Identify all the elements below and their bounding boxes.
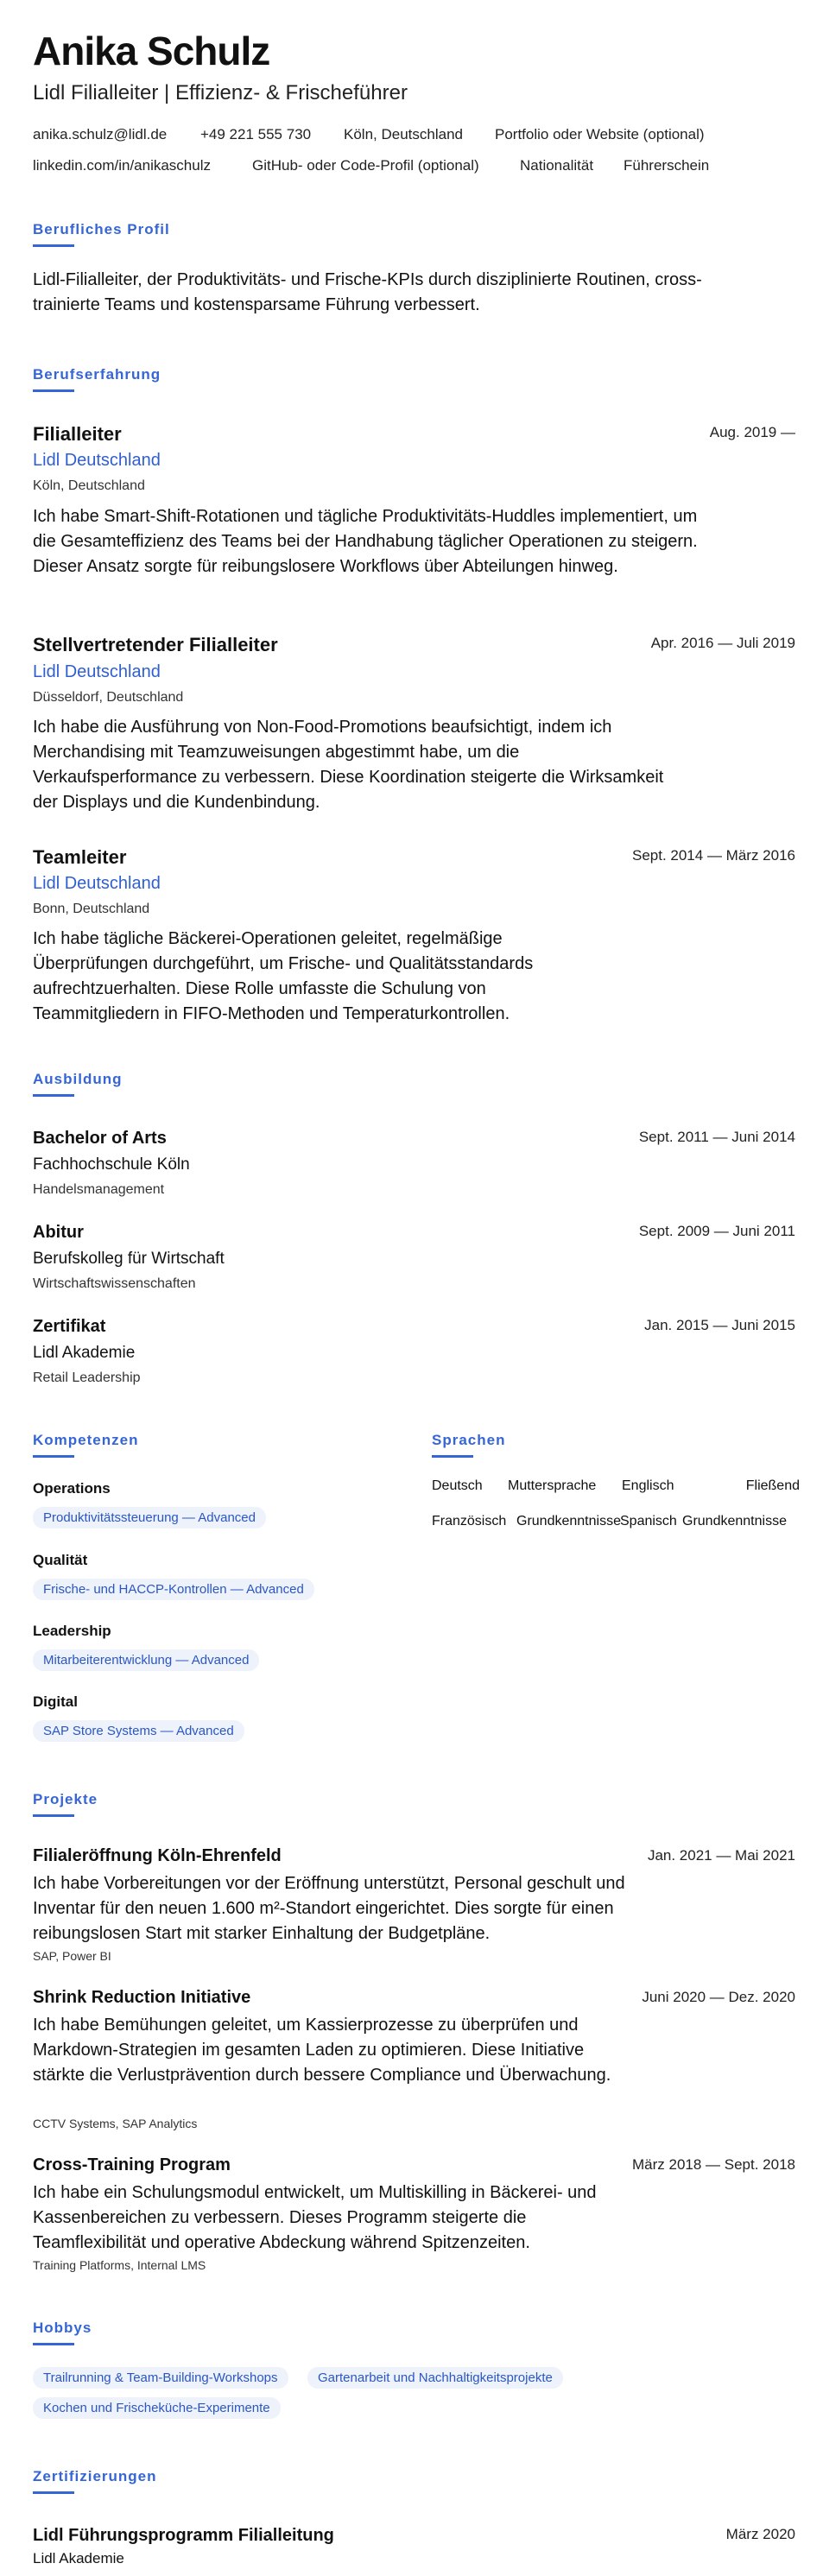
section-title-hobbies: Hobbys <box>33 2320 92 2336</box>
language-level: Muttersprache <box>508 1478 597 1493</box>
language-name: Deutsch <box>432 1478 483 1493</box>
skill-chip: Produktivitätssteuerung — Advanced <box>33 1507 266 1529</box>
job-dates: Apr. 2016 — Juli 2019 <box>650 635 795 651</box>
section-title-projects: Projekte <box>33 1791 98 1807</box>
section-divider <box>33 389 74 392</box>
project-dates: Jan. 2021 — Mai 2021 <box>647 1847 795 1864</box>
project-description: Ich habe Bemühungen geleitet, um Kassierprozesse zu überprüfen und Markdown-Strategien im gesamten Laden zu optimieren. Diese Initiative stärkte die Verlustprävention durch bessere Compliance und Überwachung. <box>33 2016 611 2085</box>
job-company: Lidl Deutschland <box>33 662 161 681</box>
contact-phone: +49 221 555 730 <box>200 126 312 142</box>
job-company: Lidl Deutschland <box>33 451 161 470</box>
skill-chip: Frische- und HACCP-Kontrollen — Advanced <box>33 1579 314 1600</box>
contact-nationality: Nationalität <box>520 157 594 174</box>
contact-linkedin[interactable]: linkedin.com/in/anikaschulz <box>33 157 211 174</box>
project-tools: Training Platforms, Internal LMS <box>33 2258 206 2272</box>
project-description: Ich habe ein Schulungsmodul entwickelt, um Multiskilling in Bäckerei- und Kassenbereichen zu verbessern. Dieses Programm steigerte die Teamflexibilität und operative Abdeckung während Spitzenzeiten. <box>33 2183 597 2252</box>
project-tools: SAP, Power BI <box>33 1949 111 1963</box>
edu-school: Fachhochschule Köln <box>33 1155 190 1174</box>
section-title-certifications: Zertifizierungen <box>33 2468 157 2484</box>
edu-dates: Jan. 2015 — Juni 2015 <box>644 1317 795 1333</box>
project-dates: März 2018 — Sept. 2018 <box>631 2156 795 2173</box>
job-dates: Aug. 2019 — <box>709 424 795 440</box>
edu-degree: Zertifikat <box>33 1317 106 1336</box>
candidate-name: Anika Schulz <box>33 28 270 73</box>
section-title-profile: Berufliches Profil <box>33 221 170 237</box>
language-level: Grundkenntnisse <box>516 1514 621 1529</box>
section-divider <box>33 1814 74 1817</box>
hobby-chip: Gartenarbeit und Nachhaltigkeitsprojekte <box>307 2367 563 2389</box>
certification-name: Lidl Führungsprogramm Filialleitung <box>33 2526 334 2545</box>
skill-category: Leadership <box>33 1623 111 1639</box>
hobby-chip: Kochen und Frischeküche-Experimente <box>33 2397 281 2419</box>
job-description: Ich habe tägliche Bäckerei-Operationen geleitet, regelmäßige Überprüfungen durchgeführt, um Frische- und Qualitätsstandards aufrechtzuerhalten. Diese Rolle umfasste die Schulung von Teammitgliedern in FIFO-Methoden und Temperaturkontrollen. <box>33 929 534 1023</box>
certification-date: März 2020 <box>725 2526 795 2542</box>
section-divider <box>33 1455 74 1458</box>
edu-degree: Abitur <box>33 1223 84 1242</box>
project-tools: CCTV Systems, SAP Analytics <box>33 2117 198 2130</box>
section-title-skills: Kompetenzen <box>33 1432 139 1448</box>
contact-email[interactable]: anika.schulz@lidl.de <box>33 126 168 142</box>
job-title: Teamleiter <box>33 846 127 868</box>
contact-location: Köln, Deutschland <box>344 126 463 142</box>
edu-school: Lidl Akademie <box>33 1344 136 1362</box>
language-name: Englisch <box>622 1478 674 1493</box>
language-name: Französisch <box>432 1514 507 1529</box>
project-name: Filialeröffnung Köln-Ehrenfeld <box>33 1846 282 1865</box>
edu-field: Retail Leadership <box>33 1370 141 1385</box>
edu-field: Handelsmanagement <box>33 1182 165 1197</box>
section-divider <box>432 1455 473 1458</box>
project-description: Ich habe Vorbereitungen vor der Eröffnung unterstützt, Personal geschult und Inventar für den neuen 1.600 m²-Standort eingerichtet. Dies sorgte für einen reibungslosen Start mit starker Einhaltung der Budgetpläne. <box>33 1874 625 1943</box>
job-location: Köln, Deutschland <box>33 478 145 493</box>
job-description: Ich habe die Ausführung von Non-Food-Promotions beaufsichtigt, indem ich Merchandising mit Teamzuweisungen abgestimmt habe, um die Verkaufsperformance zu verbessern. Diese Koordination steigerte die Wirksamkeit der Displays und die Kundenbindung. <box>33 718 664 812</box>
section-title-languages: Sprachen <box>432 1432 506 1448</box>
section-divider <box>33 1094 74 1097</box>
language-level: Grundkenntnisse <box>682 1514 787 1529</box>
contact-license: Führerschein <box>624 157 710 174</box>
skill-category: Digital <box>33 1693 78 1710</box>
project-dates: Juni 2020 — Dez. 2020 <box>642 1989 795 2005</box>
section-divider <box>33 2491 74 2494</box>
edu-school: Berufskolleg für Wirtschaft <box>33 1250 225 1268</box>
skill-category: Operations <box>33 1480 111 1497</box>
contact-github[interactable]: GitHub- oder Code-Profil (optional) <box>252 157 479 174</box>
hobby-chip: Trailrunning & Team-Building-Workshops <box>33 2367 288 2389</box>
edu-field: Wirtschaftswissenschaften <box>33 1276 196 1291</box>
language-level: Fließend <box>745 1478 800 1493</box>
skill-chip: SAP Store Systems — Advanced <box>33 1720 244 1742</box>
section-title-education: Ausbildung <box>33 1071 123 1087</box>
job-company: Lidl Deutschland <box>33 874 161 893</box>
section-title-experience: Berufserfahrung <box>33 366 161 383</box>
job-title: Stellvertretender Filialleiter <box>33 634 278 655</box>
edu-dates: Sept. 2009 — Juni 2011 <box>638 1223 795 1239</box>
certification-issuer: Lidl Akademie <box>33 2550 124 2567</box>
job-description: Ich habe Smart-Shift-Rotationen und tägliche Produktivitäts-Huddles implementiert, um die Gesamteffizienz des Teams bei der Handhabung täglicher Operationen zu steigern. Dieser Ansatz sorgte für reibungslosere Workflows über Abteilungen hinweg. <box>33 507 698 576</box>
language-name: Spanisch <box>620 1514 677 1529</box>
skill-category: Qualität <box>33 1552 88 1568</box>
project-name: Shrink Reduction Initiative <box>33 1988 251 2007</box>
project-name: Cross-Training Program <box>33 2155 231 2174</box>
contact-portfolio[interactable]: Portfolio oder Website (optional) <box>495 126 705 142</box>
edu-degree: Bachelor of Arts <box>33 1129 167 1148</box>
job-title: Filialleiter <box>33 423 122 445</box>
candidate-subtitle: Lidl Filialleiter | Effizienz- & Frischeführer <box>33 81 408 104</box>
skill-chip: Mitarbeiterentwicklung — Advanced <box>33 1649 259 1671</box>
job-dates: Sept. 2014 — März 2016 <box>631 847 795 864</box>
job-location: Düsseldorf, Deutschland <box>33 690 184 705</box>
job-location: Bonn, Deutschland <box>33 902 150 916</box>
edu-dates: Sept. 2011 — Juni 2014 <box>638 1129 795 1145</box>
section-divider <box>33 2343 74 2345</box>
profile-text: Lidl-Filialleiter, der Produktivitäts- und Frische-KPIs durch disziplinierte Routinen, cross-trainierte Teams und kostensparsame Führung verbessert. <box>33 270 702 314</box>
section-divider <box>33 244 74 247</box>
